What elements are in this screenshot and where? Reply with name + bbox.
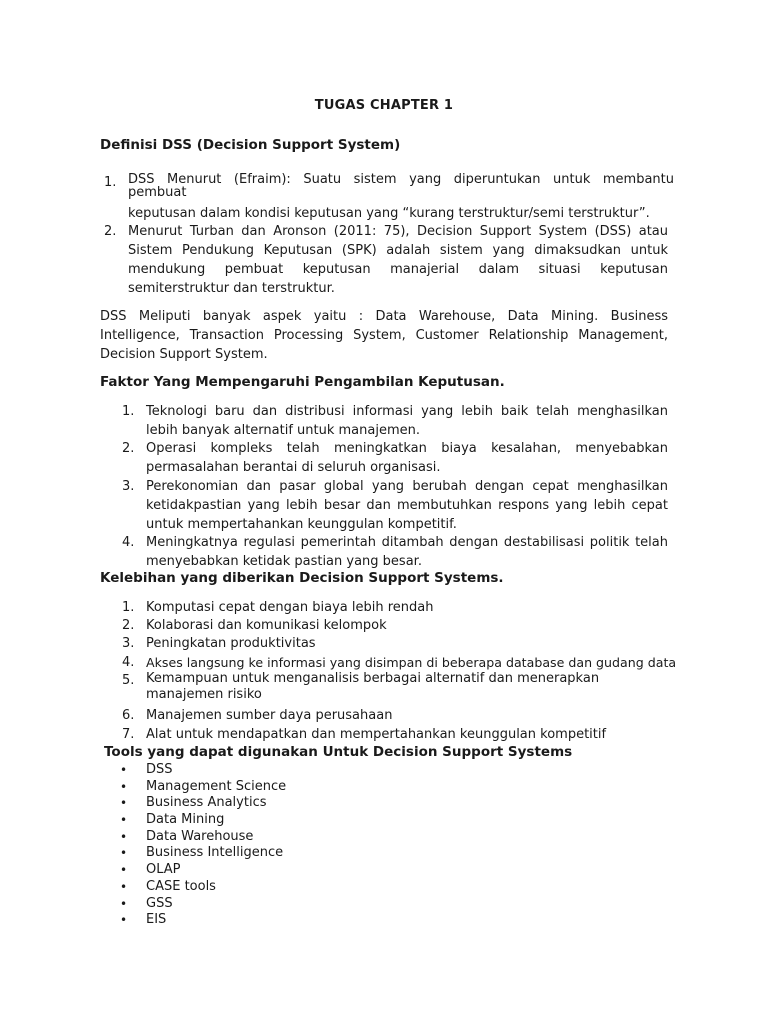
list-number: 1.	[104, 175, 117, 190]
bullet-icon: •	[120, 763, 128, 777]
list-item-text-line: DSS Menurut (Efraim): Suatu sistem yang diperuntukan untuk membantu	[128, 172, 674, 187]
list-item	[100, 845, 400, 862]
list-item	[100, 779, 400, 796]
list-item	[100, 762, 400, 779]
list-item-text: DSS	[146, 762, 173, 777]
list-number: 5.	[122, 673, 135, 688]
bullet-icon: •	[120, 779, 128, 794]
list-item-text: OLAP	[146, 862, 181, 878]
list-item-text: Operasi kompleks telah meningkatkan biaya kesalahan, menyebabkan permasalahan berantai di seluruh organisasi.	[146, 441, 668, 475]
tools-list	[100, 762, 400, 929]
list-item-text: EIS	[146, 912, 167, 928]
list-number: 3.	[122, 636, 135, 651]
list-item	[100, 896, 400, 913]
bullet-icon: •	[120, 829, 128, 844]
list-item-text: Data Mining	[146, 812, 225, 828]
list-number: 4.	[122, 535, 135, 550]
page-title: TUGAS CHAPTER 1	[314, 98, 454, 113]
list-item	[100, 912, 400, 929]
list-item-text: Akses langsung ke informasi yang disimpan di beberapa database dan gudang data	[146, 655, 677, 670]
list-item-text-line: pembuat	[128, 185, 187, 200]
list-item-text: CASE tools	[146, 878, 216, 894]
list-number: 2.	[104, 224, 117, 239]
section-heading-definisi: Definisi DSS (Decision Support System)	[100, 137, 401, 153]
dss-aspects-paragraph: DSS Meliputi banyak aspek yaitu : Data Warehouse, Data Mining. Business Intelligence, Transaction Processing System, Customer Relationship Management, Decision Support System.	[100, 309, 668, 362]
bullet-icon: •	[120, 896, 128, 911]
bullet-icon: •	[120, 813, 128, 828]
list-item-text: Business Intelligence	[146, 845, 284, 861]
bullet-icon: •	[120, 879, 128, 894]
list-item-text: GSS	[146, 895, 173, 911]
list-item-text: Manajemen sumber daya perusahaan	[146, 708, 393, 723]
list-item-text: Business Analytics	[146, 795, 267, 811]
list-item	[100, 862, 400, 879]
list-item-text: Alat untuk mendapatkan dan mempertahankan keunggulan kompetitif	[146, 727, 607, 742]
list-item	[100, 812, 400, 829]
bullet-icon: •	[120, 913, 128, 928]
list-item-text-line: keputusan dalam kondisi keputusan yang “kurang terstruktur/semi terstruktur”.	[128, 206, 650, 221]
bullet-icon: •	[120, 796, 128, 811]
list-item-text: Peningkatan produktivitas	[146, 636, 316, 651]
list-item-text: Data Warehouse	[146, 828, 254, 844]
list-number: 1.	[122, 404, 135, 419]
section-heading-tools: Tools yang dapat digunakan Untuk Decision Support Systems	[104, 744, 573, 760]
bullet-icon: •	[120, 846, 128, 861]
list-number: 2.	[122, 618, 135, 633]
list-number: 4.	[122, 655, 135, 670]
list-item-text: Menurut Turban dan Aronson (2011: 75), Decision Support System (DSS) atau Sistem Pendukung Keputusan (SPK) adalah sistem yang dimaksudkan untuk mendukung pembuat keputusan manajerial dalam situasi keputusan semiterstruktur dan terstruktur.	[128, 224, 668, 296]
list-number: 2.	[122, 441, 135, 456]
section-heading-kelebihan: Kelebihan yang diberikan Decision Support Systems.	[100, 570, 504, 586]
list-item-text: Meningkatnya regulasi pemerintah ditambah dengan destabilisasi politik telah menyebabkan ketidak pastian yang besar.	[146, 535, 668, 569]
list-item	[100, 795, 400, 812]
list-item-text: Teknologi baru dan distribusi informasi yang lebih baik telah menghasilkan lebih banyak alternatif untuk manajemen.	[146, 404, 668, 438]
list-item-text: Management Science	[146, 778, 287, 794]
list-item-text: Kemampuan untuk menganalisis berbagai alternatif dan menerapkan manajemen risiko	[146, 671, 600, 702]
list-item	[100, 829, 400, 846]
list-number: 3.	[122, 479, 135, 494]
list-item	[100, 879, 400, 896]
bullet-icon: •	[120, 863, 128, 878]
list-item-text: Kolaborasi dan komunikasi kelompok	[146, 618, 387, 633]
list-number: 7.	[122, 727, 135, 742]
list-item-text: Perekonomian dan pasar global yang berubah dengan cepat menghasilkan ketidakpastian yang lebih besar dan membutuhkan respons yang lebih cepat untuk mempertahankan keunggulan kompetitif.	[146, 479, 668, 532]
list-number: 6.	[122, 708, 135, 723]
list-item-text: Komputasi cepat dengan biaya lebih rendah	[146, 600, 434, 615]
list-number: 1.	[122, 600, 135, 615]
section-heading-faktor: Faktor Yang Mempengaruhi Pengambilan Keputusan.	[100, 374, 505, 390]
